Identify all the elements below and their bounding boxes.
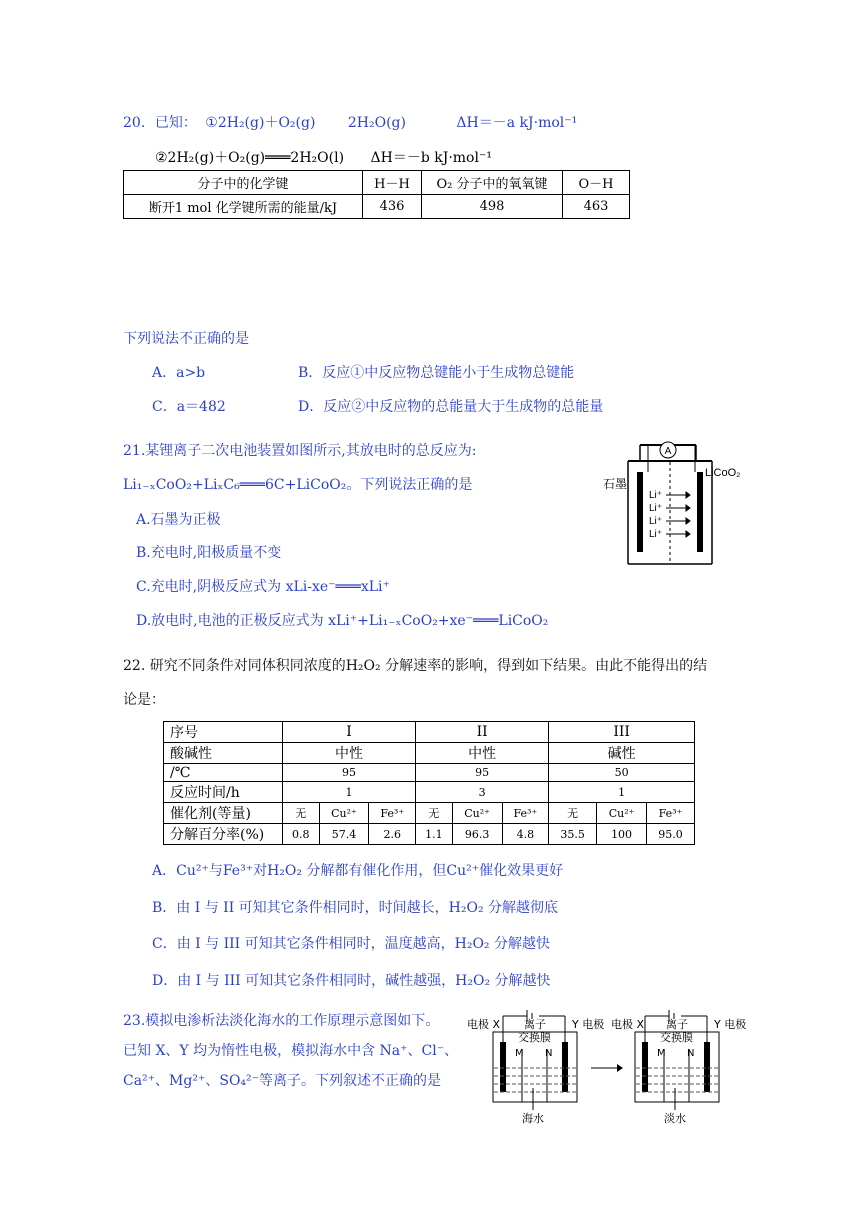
table-cell: 463 [563,195,630,219]
q22-results-table [163,721,695,845]
q20-prefix: 20．已知： [123,115,197,131]
q20-stem: 下列说法不正确的是 [123,331,249,347]
table-cell: 436 [363,195,422,219]
q21-option-d: D.放电时,电池的正极反应式为 xLi⁺+Li₁₋ₓCoO₂+xe⁻═══LiCoO₂ [136,613,549,629]
q20-bond-table [123,170,630,219]
table-cell: 碱性 [549,743,695,764]
q23-line1: 23.模拟电渗析法淡化海水的工作原理示意图如下。 [123,1013,440,1029]
table-cell: Fe³⁺ [502,803,549,824]
q23-line3: Ca²⁺、Mg²⁺、SO₄²⁻等离子。下列叙述不正确的是 [123,1073,442,1089]
table-row [164,722,695,743]
ammeter-icon: A [664,446,672,457]
q20-option-a: A．a>b [152,365,206,381]
arrow-right-icon [617,1064,623,1072]
table-row [164,764,695,782]
q20-eq1: ①2H₂(g)＋O₂(g) [205,115,316,131]
table-cell: 1 [283,782,416,803]
q20-option-c: C．a＝482 [152,399,226,415]
q23-line2: 已知 X、Y 均为惰性电极，模拟海水中含 Na⁺、Cl⁻、 [123,1043,459,1059]
table-cell: 3 [416,782,549,803]
table-cell: Fe³⁺ [369,803,416,824]
table-cell: 498 [422,195,563,219]
table-cell: 序号 [164,722,283,743]
table-cell: Cu²⁺ [597,803,647,824]
q21-stem1: 21.某锂离子二次电池装置如图所示,其放电时的总反应为: [123,443,477,459]
table-cell: II [416,722,549,743]
table-row [124,195,630,219]
q20-eq1-product: 2H₂O(g) [347,115,406,131]
table-cell: 95 [416,764,549,782]
battery-diagram [600,436,760,571]
li-ion-label: Li⁺ [649,490,663,501]
membrane-label: 离子 [524,1018,546,1031]
table-cell: 反应时间/h [164,782,283,803]
licoo2-label: LiCoO₂ [705,467,741,479]
table-cell: III [549,722,695,743]
table-cell: 1 [549,782,695,803]
q22-stem2: 论是： [123,692,165,708]
graphite-label: 石墨 [603,477,628,491]
table-cell: Cu²⁺ [452,803,502,824]
electrode-y-label: Y 电极 [572,1018,605,1031]
table-cell: Fe³⁺ [647,803,695,824]
q20-eq2-dh: ΔH＝－b kJ·mol⁻¹ [370,150,492,166]
membrane-n-label: N [545,1048,553,1059]
q22-option-b: B．由 I 与 II 可知其它条件相同时，时间越长，H₂O₂ 分解越彻底 [152,900,559,916]
table-cell: O₂ 分子中的氧氧键 [422,171,563,195]
table-row [124,171,630,195]
table-cell: 无 [283,803,320,824]
li-ion-label: Li⁺ [649,503,663,514]
q21-option-c: C.充电时,阴极反应式为 xLi-xe⁻═══xLi⁺ [136,579,390,595]
table-row [164,743,695,764]
seawater-caption: 海水 [522,1112,544,1125]
membrane-m-label: M [657,1048,666,1059]
electrode-x-label: 电极 X [611,1018,645,1031]
q20-line1 [123,112,577,132]
membrane-label: 交换膜 [660,1031,693,1044]
li-ion-label: Li⁺ [649,529,663,540]
table-cell: 分子中的化学键 [124,171,363,195]
q20-option-b: B．反应①中反应物总键能小于生成物总键能 [298,365,575,381]
table-cell: 中性 [283,743,416,764]
table-cell: 4.8 [502,824,549,845]
li-ion-label: Li⁺ [649,516,663,527]
q20-line2 [155,147,492,167]
membrane-n-label: N [687,1048,695,1059]
table-cell: 无 [549,803,597,824]
membrane-label: 离子 [666,1018,688,1031]
q22-stem1: 22. 研究不同条件对同体积同浓度的H₂O₂ 分解速率的影响，得到如下结果。由此不能得出的结 [123,658,708,674]
q20-eq1-dh: ΔH＝－a kJ·mol⁻¹ [456,115,578,131]
q21-option-b: B.充电时,阳极质量不变 [136,545,282,561]
table-row [164,824,695,845]
q20-option-d: D．反应②中反应物的总能量大于生成物的总能量 [298,399,604,415]
table-cell: /℃ [164,764,283,782]
table-cell: 95 [283,764,416,782]
table-cell: 2.6 [369,824,416,845]
electrode-y-label: Y 电极 [714,1018,747,1031]
q22-option-d: D．由 I 与 III 可知其它条件相同时，碱性越强，H₂O₂ 分解越快 [152,973,551,989]
table-cell: 酸碱性 [164,743,283,764]
electrode-x-label: 电极 X [467,1018,501,1031]
table-cell: 1.1 [416,824,453,845]
table-cell: 95.0 [647,824,695,845]
table-cell: 催化剂(等量) [164,803,283,824]
membrane-label: 交换膜 [518,1031,551,1044]
table-cell: I [283,722,416,743]
table-cell: Cu²⁺ [319,803,369,824]
table-cell: 分解百分率(%) [164,824,283,845]
table-cell: 96.3 [452,824,502,845]
table-cell: 50 [549,764,695,782]
table-row [164,782,695,803]
table-cell: 无 [416,803,453,824]
q22-option-a: A．Cu²⁺与Fe³⁺对H₂O₂ 分解都有催化作用，但Cu²⁺催化效果更好 [152,863,564,879]
q21-option-a: A.石墨为正极 [136,512,221,528]
q20-eq2: ②2H₂(g)＋O₂(g)═══2H₂O(l) [155,150,345,166]
table-cell: 57.4 [319,824,369,845]
membrane-m-label: M [515,1048,524,1059]
electrodialysis-diagram [465,1008,760,1126]
table-cell: H－H [363,171,422,195]
q22-option-c: C．由 I 与 III 可知其它条件相同时，温度越高，H₂O₂ 分解越快 [152,936,550,952]
table-cell: 中性 [416,743,549,764]
table-cell: O－H [563,171,630,195]
table-cell: 100 [597,824,647,845]
table-cell: 断开1 mol 化学键所需的能量/kJ [124,195,363,219]
q21-stem2: Li₁₋ₓCoO₂+LiₓC₆═══6C+LiCoO₂。下列说法正确的是 [123,477,473,493]
table-cell: 35.5 [549,824,597,845]
table-cell: 0.8 [283,824,320,845]
table-row [164,803,695,824]
freshwater-caption: 淡水 [664,1112,686,1125]
